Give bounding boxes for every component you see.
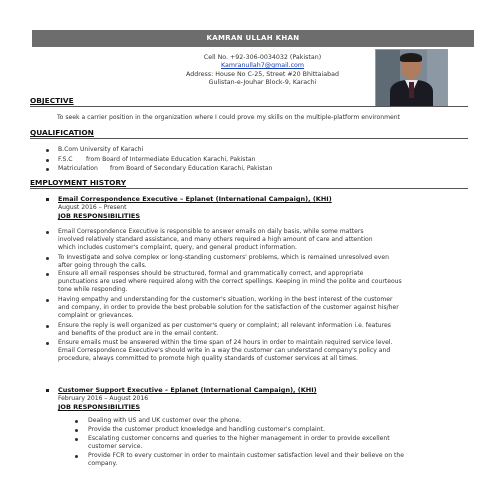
degree: F.S.C [58,156,73,163]
qualification-item [58,165,272,173]
responsibility-item [58,296,473,320]
line: To Investigate and solve complex or long-standing customers' problems, which is remained unresolved even [58,254,389,261]
profile-photo [375,49,448,107]
bullet [75,429,78,432]
board: from Board of Secondary Education Karachi, Pakistan [110,165,273,172]
bullet [46,231,49,234]
line: tone while responding. [58,286,128,293]
line: Dealing with US and UK customer over the phone. [88,417,242,424]
qualification-item [58,146,143,154]
responsibility-item [88,435,473,451]
job-marker [46,198,49,201]
line: Email Correspondence Executive's should write in a way the customer can understand company's policy and [58,347,391,354]
degree: B.Com University of Karachi [58,146,144,153]
line: and company, in order to provide the best probable solution for the satisfaction of the customer against his/her [58,304,399,311]
responsibility-item [58,322,473,338]
line: Email Correspondence Executive is responsible to answer emails on daily basis, while some matters [58,228,364,235]
responsibility-item [88,452,473,468]
responsibilities-heading: JOB RESPONSIBILITIES [58,403,141,411]
responsibility-item [58,228,473,252]
divider [30,188,468,189]
line: punctuations are used where required along with the correct spellings. Keeping in mind the polite and courteous [58,278,402,285]
line: Having empathy and understanding for the customer's situation, working in the best interest of the customer [58,296,393,303]
responsibility-item [58,270,473,294]
bullet [46,342,49,345]
line: Ensure the reply is well organized as per customer's query or complaint; all relevant information i.e. features [58,322,391,329]
job-period: August 2016 – Present [58,204,127,211]
line: complaint or grievances. [58,312,134,319]
line: Provide the customer product knowledge and handling customer's complaint. [88,426,325,433]
responsibility-item [58,254,473,270]
bullet [75,438,78,441]
bullet [46,257,49,260]
line: Provide FCR to every customer in order to maintain customer satisfaction level and their believe on the [88,452,405,459]
address-line-2: Gulistan-e-Jouhar Block-9, Karachi [208,78,317,86]
bullet [46,273,49,276]
objective-heading: OBJECTIVE [30,96,74,105]
line: customer service. [88,443,143,450]
line: involved relatively standard assistance, and many others required a high amount of care and attention [58,236,373,243]
divider [30,138,468,139]
bullet [75,455,78,458]
cell-number: Cell No. +92-306-0034032 (Pakistan) [203,54,322,61]
job-period: February 2016 – August 2016 [58,395,149,402]
responsibility-item [88,417,473,425]
line: company. [88,460,118,467]
name-header: KAMRAN ULLAH KHAN [32,30,474,47]
responsibility-item [88,426,473,434]
job-title: Customer Support Executive – Eplanet (International Campaign), (KHI) [58,386,317,394]
responsibility-item [58,339,473,363]
responsibilities-heading: JOB RESPONSIBILITIES [58,212,141,220]
objective-text: To seek a carrier position in the organization where I could prove my skills on the multiple-platform environment [57,114,401,121]
bullet [46,168,49,171]
bullet [46,325,49,328]
job-title: Email Correspondence Executive – Eplanet (International Campaign), (KHI) [58,195,332,203]
board: from Board of Intermediate Education Karachi, Pakistan [86,156,256,163]
degree: Matriculation [58,165,98,172]
qualification-heading: QUALIFICATION [30,128,94,137]
qualification-item [58,156,255,164]
line: after going through the calls. [58,262,147,269]
address-line-1: Address: House No C-25, Street #20 Bhittaiabad [186,70,339,78]
line: Ensure emails must be answered within the time span of 24 hours in order to maintain required service level. [58,339,393,346]
bullet [46,299,49,302]
bullet [75,420,78,423]
job-marker [46,389,49,392]
contact-block [150,54,375,87]
email-link[interactable]: Kamranullah7@gmail.com [220,62,305,70]
divider [30,106,468,107]
line: and benefits of the product are in the email content. [58,330,219,337]
employment-heading: EMPLOYMENT HISTORY [30,178,127,187]
line: Ensure all email responses should be structured, formal and grammatically correct, and appropriate [58,270,364,277]
line: procedure, always committed to promote high quality standards of customer services at all times. [58,355,358,362]
bullet [46,149,49,152]
bullet [46,159,49,162]
line: Escalating customer concerns and queries to the higher management in order to provide excellent [88,435,390,442]
line: which includes customer's complaint, query, and general product information. [58,244,297,251]
